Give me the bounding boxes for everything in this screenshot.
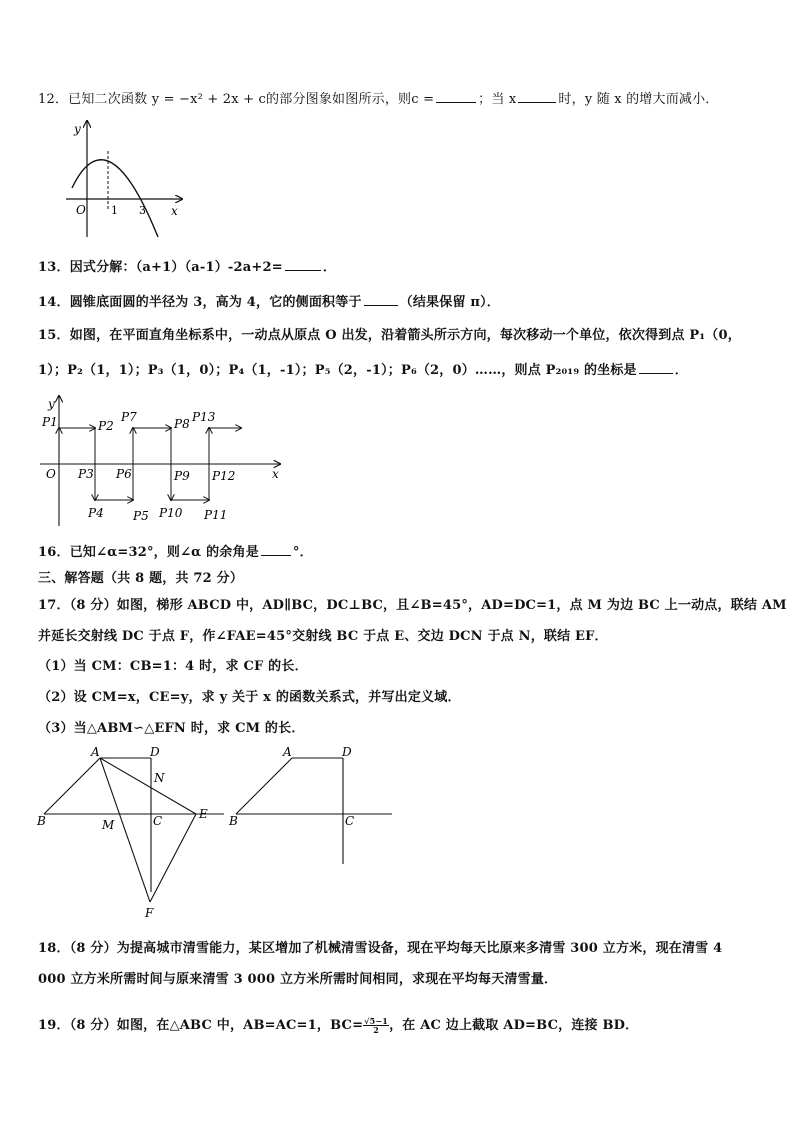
question-17-sub2: （2）设 CM=x，CE=y，求 y 关于 x 的函数关系式，并写出定义域．: [38, 690, 461, 705]
question-18-line2: 000 立方米所需时间与原来清雪 3 000 立方米所需时间相同，求现在平均每天清雪量．: [38, 972, 558, 987]
vertex-label-b: B: [229, 814, 238, 828]
fraction-denominator: 2: [373, 1025, 380, 1035]
trapezoid-figure-2: [226, 742, 396, 866]
question-12: [38, 88, 719, 107]
question-18-line1: [38, 937, 722, 956]
fraction-numerator: √5−1: [364, 1016, 389, 1026]
line-ae: [100, 758, 196, 814]
question-number: 12．: [38, 92, 69, 107]
question-19: [38, 1014, 638, 1034]
question-number: 18．: [38, 941, 70, 956]
question-17-sub3: （3）当△ABM∽△EFN 时，求 CM 的长．: [38, 721, 305, 736]
question-17-line1: [38, 594, 787, 613]
y-axis-label: y: [74, 122, 81, 136]
point-label: P1: [42, 415, 58, 429]
parabola-curve: [72, 160, 158, 237]
question-15-line1: [38, 324, 741, 343]
q13-text: 因式分解：（a+1）（a-1）-2a+2=: [69, 260, 283, 275]
q12-prefix: 已知二次函数: [68, 92, 148, 107]
vertex-label-c: C: [153, 814, 163, 828]
vertex-label-c: C: [345, 814, 355, 828]
vertex-label-a: A: [283, 745, 292, 759]
point-label: P8: [174, 417, 190, 431]
point-label: P3: [78, 467, 94, 481]
parabola-graph: [60, 115, 190, 245]
point-label: P12: [212, 469, 236, 483]
tick-label-3: 3: [139, 204, 146, 217]
q14-text: 圆锥底面圆的半径为 3，高为 4，它的侧面积等于: [69, 295, 362, 310]
q17-line1: （8 分）如图，梯形 ABCD 中，AD∥BC，DC⊥BC，且∠B=45°，AD=DC=1，点 M 为边 BC 上一动点，联结 AM: [69, 598, 787, 613]
question-number: 14．: [38, 295, 70, 310]
vertex-label-m: M: [102, 818, 115, 832]
point-label: P6: [116, 467, 132, 481]
vertex-label-a: A: [91, 745, 100, 759]
vertex-label-n: N: [154, 771, 165, 785]
answer-blank: [436, 90, 476, 103]
y-axis-label: y: [48, 397, 55, 411]
point-label: P11: [204, 508, 228, 522]
q16-end: °．: [292, 545, 313, 560]
q15-line1: 如图，在平面直角坐标系中，一动点从原点 O 出发，沿着箭头所示方向，每次移动一个单位，依次得到点 P₁（0，: [69, 328, 741, 343]
question-17-sub1: （1）当 CM：CB=1：4 时，求 CF 的长．: [38, 659, 308, 674]
answer-blank: [518, 90, 556, 103]
tick-label-1: 1: [111, 204, 118, 217]
q12-formula: y = −x² + 2x + c: [151, 92, 267, 107]
vertex-label-e: E: [199, 807, 208, 821]
q14-end: （结果保留 π）．: [399, 295, 500, 310]
side-ab: [44, 758, 100, 814]
q13-end: ．: [322, 260, 337, 275]
answer-blank: [285, 258, 321, 271]
origin-label: O: [46, 467, 56, 481]
trapezoid-figure-1: [34, 742, 224, 924]
section-title: 三、解答题（共 8 题，共 72 分）: [38, 571, 244, 586]
side-ab: [236, 758, 292, 814]
fraction: [363, 1017, 389, 1034]
question-13: [38, 256, 336, 275]
question-17-line2: 并延长交射线 DC 于点 F，作∠FAE=45°交射线 BC 于点 E、交边 DCN 于点 N，联结 EF．: [38, 629, 608, 644]
point-label: P13: [192, 410, 216, 424]
vertex-label-f: F: [145, 906, 154, 920]
question-number: 17．: [38, 598, 70, 613]
answer-blank: [261, 543, 291, 556]
q15-end: ．: [674, 363, 688, 378]
vertex-label-d: D: [342, 745, 352, 759]
question-15-line2: [38, 359, 688, 378]
q16-text: 已知∠α=32°，则∠α 的余角是: [69, 545, 259, 560]
question-number: 15．: [38, 328, 70, 343]
q12-post2: 时，y 随 x 的增大而减小．: [558, 92, 719, 107]
point-label: P9: [174, 469, 190, 483]
zigzag-path-graph: [36, 390, 296, 530]
question-14: [38, 291, 500, 310]
q18-line1: （8 分）为提高城市清雪能力，某区增加了机械清雪设备，现在平均每天比原来多清雪 300 立方米，现在清雪 4: [69, 941, 723, 956]
q15-line2: 1）；P₂（1，1）；P₃（1，0）；P₄（1，-1）；P₅（2，-1）；P₆（2，0）……，则点 P₂₀₁₉ 的坐标是: [38, 363, 637, 378]
point-label: P4: [88, 506, 104, 520]
origin-label: O: [76, 203, 86, 217]
vertex-label-d: D: [150, 745, 160, 759]
point-label: P2: [98, 419, 114, 433]
question-number: 16．: [38, 545, 70, 560]
answer-blank: [639, 361, 673, 374]
answer-blank: [364, 293, 398, 306]
question-number: 13．: [38, 260, 70, 275]
q12-mid: 的部分图象如图所示，则: [266, 92, 412, 107]
vertex-label-b: B: [37, 814, 46, 828]
question-number: 19．: [38, 1018, 70, 1033]
x-axis-label: x: [272, 467, 279, 481]
q12-post1: ；当 x: [478, 92, 517, 107]
question-16: [38, 541, 313, 560]
point-label: P7: [121, 410, 137, 424]
q19-prefix: （8 分）如图，在△ABC 中，AB=AC=1，BC=: [69, 1018, 364, 1033]
point-label: P5: [133, 509, 149, 523]
q19-post: ，在 AC 边上截取 AD=BC，连接 BD．: [389, 1018, 639, 1033]
x-axis-label: x: [171, 204, 178, 218]
point-label: P10: [159, 506, 183, 520]
q12-c-eq: c =: [411, 92, 435, 107]
